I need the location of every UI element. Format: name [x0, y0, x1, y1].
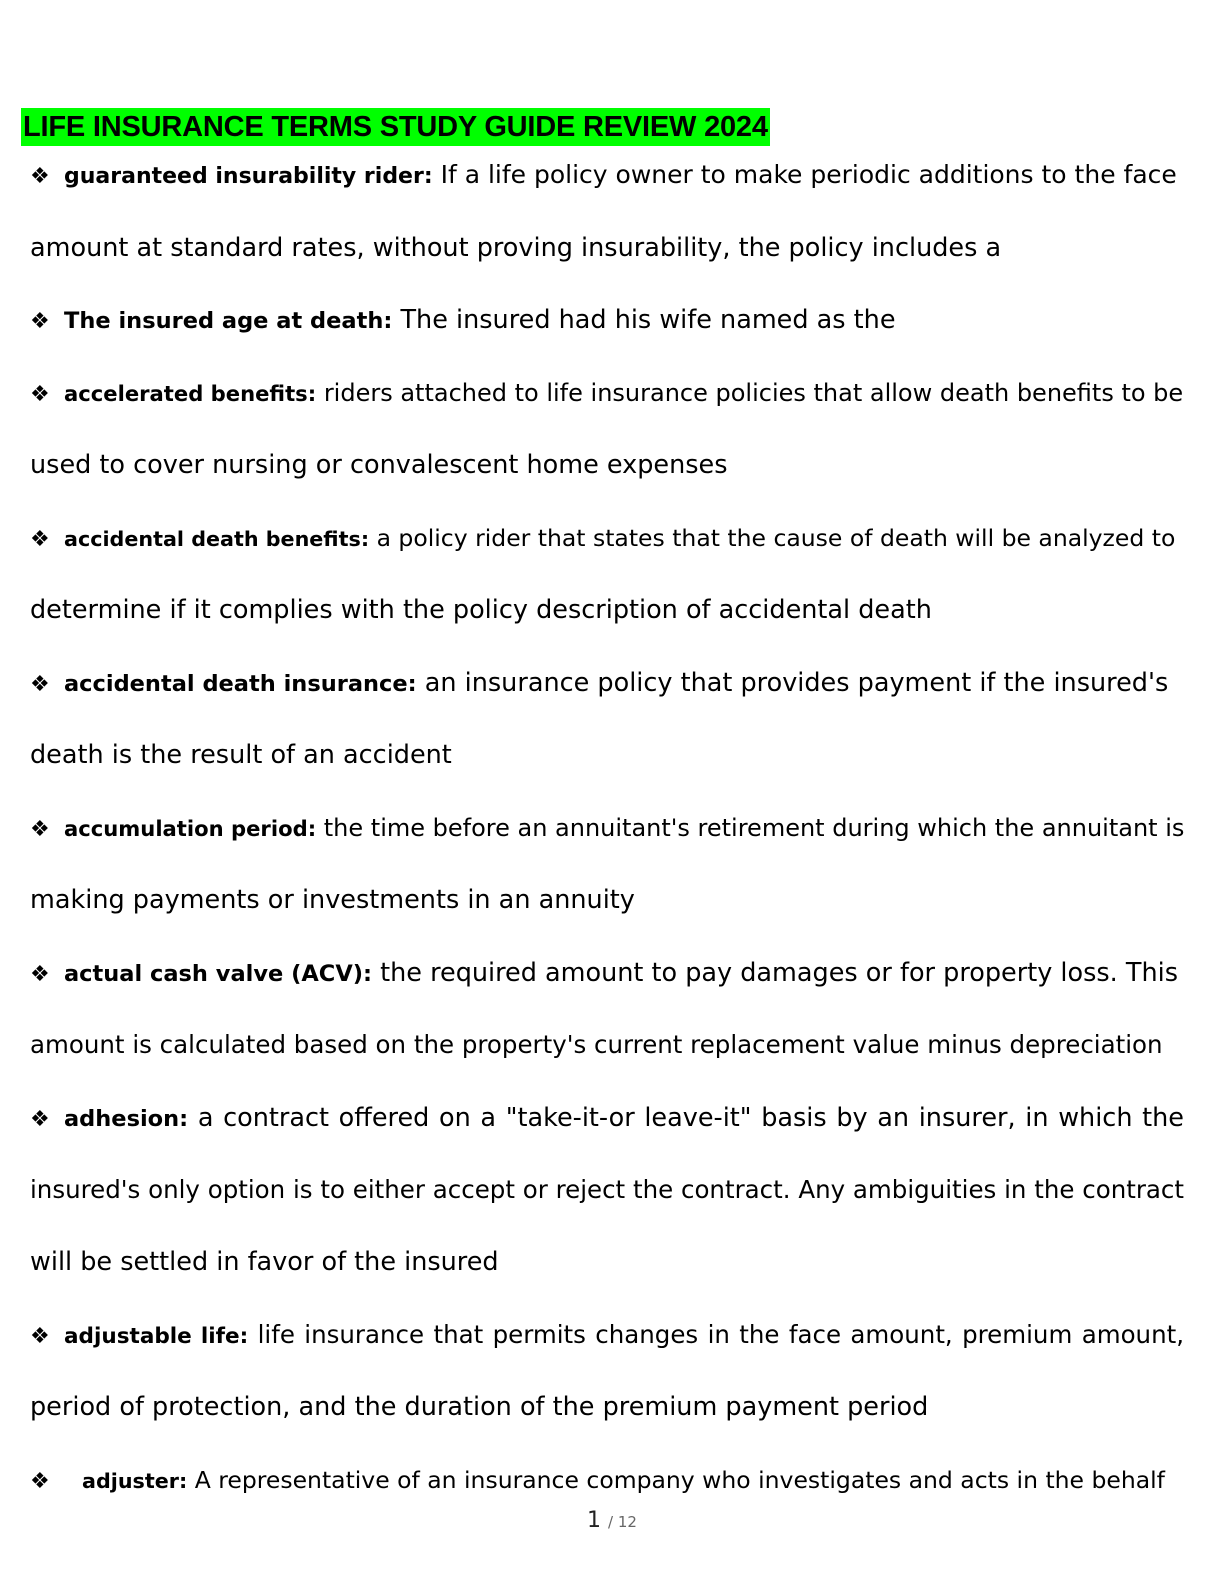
glossary-definition-continuation: insured's only option is to either accept or reject the contract. Any ambiguities in the contract — [30, 1175, 1184, 1204]
page-number — [0, 1508, 1224, 1533]
glossary-term: guaranteed insurability rider: — [64, 164, 433, 189]
glossary-definition-continuation: determine if it complies with the policy description of accidental death — [30, 595, 932, 625]
glossary-definition: the time before an annuitant's retirement during which the annuitant is — [316, 814, 1184, 842]
glossary-definition: riders attached to life insurance policies that allow death benefits to be — [316, 379, 1184, 407]
glossary-entry-line — [30, 371, 1184, 415]
glossary-entry-line — [30, 1096, 1184, 1140]
glossary-definition-continuation: used to cover nursing or convalescent home expenses — [30, 450, 728, 480]
glossary-entry-line — [30, 153, 1184, 197]
glossary-entry-line — [30, 298, 1184, 342]
glossary-term: adhesion: — [64, 1106, 189, 1132]
diamond-bullet-icon: ❖ — [30, 309, 50, 334]
glossary-definition: an insurance policy that provides payment if the insured's — [416, 668, 1169, 698]
glossary-entry-line — [30, 806, 1184, 850]
glossary-definition: A representative of an insurance company who investigates and acts in the behalf — [187, 1466, 1165, 1494]
glossary-definition-continuation: death is the result of an accident — [30, 740, 452, 770]
document-title: LIFE INSURANCE TERMS STUDY GUIDE REVIEW 2024 — [21, 108, 770, 146]
glossary-definition-continuation: amount is calculated based on the property's current replacement value minus depreciation — [30, 1030, 1163, 1059]
glossary-entry-line — [30, 951, 1184, 995]
glossary-entry-line — [30, 516, 1184, 560]
glossary-entry-line — [30, 661, 1184, 705]
diamond-bullet-icon: ❖ — [30, 164, 50, 189]
glossary-entry-line — [30, 1313, 1184, 1357]
glossary-definition-continuation: making payments or investments in an annuity — [30, 885, 635, 915]
page-total: / 12 — [608, 1513, 637, 1531]
page-current: 1 — [587, 1508, 602, 1533]
glossary-term: accidental death benefits: — [64, 527, 370, 551]
glossary-definition-continuation: will be settled in favor of the insured — [30, 1247, 499, 1277]
glossary-definition: The insured had his wife named as the — [392, 305, 896, 335]
glossary-term: actual cash valve (ACV): — [64, 961, 373, 987]
diamond-bullet-icon: ❖ — [30, 817, 50, 842]
diamond-bullet-icon: ❖ — [30, 1469, 50, 1494]
glossary-definition-continuation: period of protection, and the duration of the premium payment period — [30, 1392, 929, 1422]
diamond-bullet-icon: ❖ — [30, 527, 50, 552]
diamond-bullet-icon: ❖ — [30, 382, 50, 407]
glossary-definition: a policy rider that states that the cause of death will be analyzed to — [369, 524, 1176, 552]
diamond-bullet-icon: ❖ — [30, 962, 50, 987]
glossary-term: adjustable life: — [64, 1324, 249, 1349]
glossary-entry-line — [30, 1458, 1184, 1502]
glossary-definition: the required amount to pay damages or for property loss. This — [372, 958, 1178, 988]
glossary-term: adjuster: — [82, 1469, 188, 1493]
glossary-term: accidental death insurance: — [64, 671, 417, 697]
glossary-term: accumulation period: — [64, 816, 317, 841]
glossary-definition: If a life policy owner to make periodic additions to the face — [432, 160, 1177, 189]
glossary-term: accelerated benefits: — [64, 381, 317, 406]
diamond-bullet-icon: ❖ — [30, 672, 50, 697]
diamond-bullet-icon: ❖ — [30, 1324, 50, 1349]
glossary-definition-continuation: amount at standard rates, without proving insurability, the policy includes a — [30, 233, 1002, 263]
glossary-definition: life insurance that permits changes in the face amount, premium amount, — [248, 1320, 1184, 1349]
glossary-definition: a contract offered on a "take-it-or leave-it" basis by an insurer, in which the — [188, 1103, 1184, 1133]
glossary-term: The insured age at death: — [64, 308, 393, 334]
diamond-bullet-icon: ❖ — [30, 1107, 50, 1132]
